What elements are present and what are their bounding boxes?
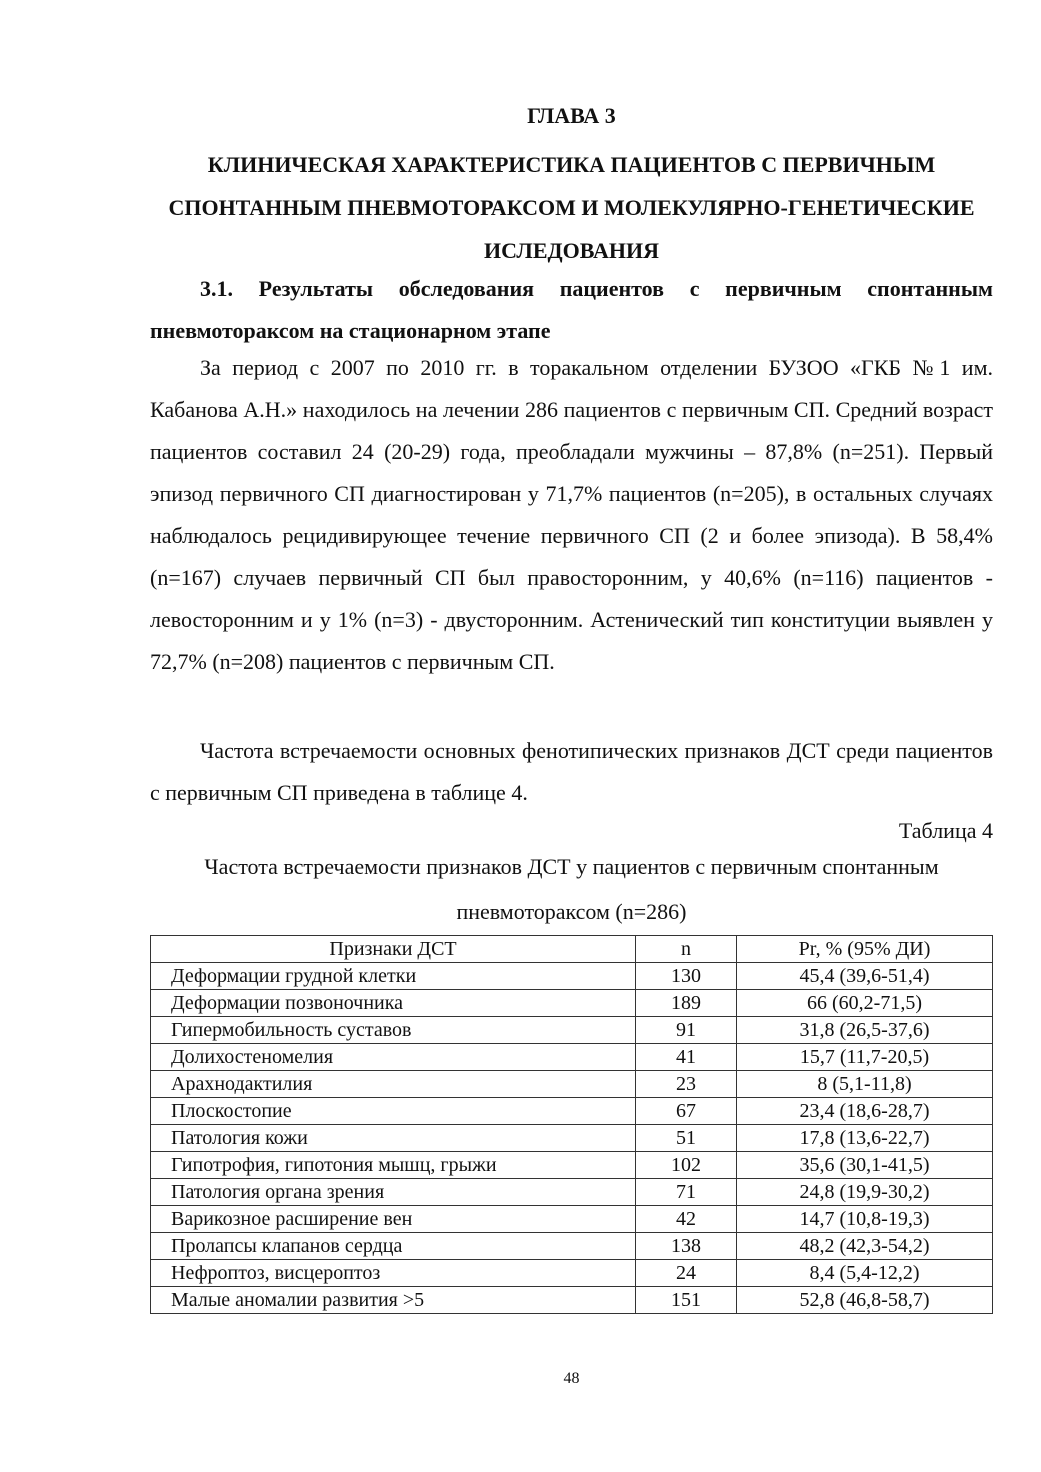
table-cell: 23,4 (18,6-28,7) (737, 1098, 993, 1125)
table-cell: 8,4 (5,4-12,2) (737, 1260, 993, 1287)
table-cell: 17,8 (13,6-22,7) (737, 1125, 993, 1152)
table-cell: 35,6 (30,1-41,5) (737, 1152, 993, 1179)
table-cell: Нефроптоз, висцероптоз (151, 1260, 636, 1287)
table-cell: Патология органа зрения (151, 1179, 636, 1206)
page-number: 48 (563, 1370, 580, 1387)
table-row (151, 1287, 993, 1314)
paragraph: Частота встречаемости основных фенотипических признаков ДСТ среди пациентов с первичным СП приведена в таблице 4. (150, 738, 993, 805)
table-cell: 31,8 (26,5-37,6) (737, 1017, 993, 1044)
table-cell: 66 (60,2-71,5) (737, 990, 993, 1017)
table-cell: Гипотрофия, гипотония мышц, грыжи (151, 1152, 636, 1179)
table-cell: 51 (636, 1125, 737, 1152)
header-cell: Pr, % (95% ДИ) (737, 936, 993, 963)
header-cell: Признаки ДСТ (151, 936, 636, 963)
table-cell: 15,7 (11,7-20,5) (737, 1044, 993, 1071)
table-cell: 8 (5,1-11,8) (737, 1071, 993, 1098)
table-cell: Плоскостопие (151, 1098, 636, 1125)
table-cell: 41 (636, 1044, 737, 1071)
table-row (151, 1017, 993, 1044)
paragraph: За период с 2007 по 2010 гг. в торакальном отделении БУЗОО «ГКБ №1 им. Кабанова А.Н.» находилось на лечении 286 пациентов с первичным СП. Средний возраст пациентов составил 24 (20-29) года, преобладали мужчины – 87,8% (n=251). Первый эпизод первичного СП диагностирован у 71,7% пациентов (n=205), в остальных случаях наблюдалось рецидивирующее течение первичного СП (2 и более эпизода). В 58,4% (n=167) случаев первичный СП был правосторонним, у 40,6% (n=116) пациентов - левосторонним и у 1% (n=3) - двусторонним. Астенический тип конституции выявлен у 72,7% (n=208) пациентов с первичным СП. (150, 355, 993, 674)
table-cell: Пролапсы клапанов сердца (151, 1233, 636, 1260)
table-cell: Деформации позвоночника (151, 990, 636, 1017)
table-cell: 71 (636, 1179, 737, 1206)
table-cell: 48,2 (42,3-54,2) (737, 1233, 993, 1260)
table-cell: 91 (636, 1017, 737, 1044)
table-cell: 24 (636, 1260, 737, 1287)
table-row (151, 1125, 993, 1152)
table-cell: Малые аномалии развития >5 (151, 1287, 636, 1314)
chapter-title: КЛИНИЧЕСКАЯ ХАРАКТЕРИСТИКА ПАЦИЕНТОВ С ПЕРВИЧНЫМ СПОНТАННЫМ ПНЕВМОТОРАКСОМ И МОЛЕКУЛЯРНО-ГЕНЕТИЧЕСКИЕ ИСЛЕДОВАНИЯ (168, 152, 975, 263)
table-cell: Гипермобильность суставов (151, 1017, 636, 1044)
table-row (151, 1044, 993, 1071)
table-row (151, 1179, 993, 1206)
table-label: Таблица 4 (898, 818, 993, 843)
table-caption: Частота встречаемости признаков ДСТ у пациентов с первичным спонтанным пневмотораксом (n=286) (204, 854, 939, 924)
table-cell: 189 (636, 990, 737, 1017)
table-body (151, 963, 993, 1314)
table-row (151, 1152, 993, 1179)
table-row (151, 1098, 993, 1125)
table-cell: Долихостеномелия (151, 1044, 636, 1071)
table-cell: Арахнодактилия (151, 1071, 636, 1098)
table-cell: 23 (636, 1071, 737, 1098)
table-cell: 42 (636, 1206, 737, 1233)
header-cell: n (636, 936, 737, 963)
table-cell: Варикозное расширение вен (151, 1206, 636, 1233)
table-row (151, 1206, 993, 1233)
section-heading: 3.1. Результаты обследования пациентов с первичным спонтанным пневмотораксом на стационарном этапе (150, 276, 993, 343)
table-cell: 151 (636, 1287, 737, 1314)
table-cell: 45,4 (39,6-51,4) (737, 963, 993, 990)
data-table (150, 935, 993, 1314)
table-row (151, 1260, 993, 1287)
chapter-heading: ГЛАВА 3 (527, 103, 616, 128)
table-header-row (151, 936, 993, 963)
table-row (151, 990, 993, 1017)
table-row (151, 963, 993, 990)
table-cell: 102 (636, 1152, 737, 1179)
table-cell: 138 (636, 1233, 737, 1260)
table-cell: 24,8 (19,9-30,2) (737, 1179, 993, 1206)
table-cell: 67 (636, 1098, 737, 1125)
table-row (151, 1233, 993, 1260)
table-cell: Деформации грудной клетки (151, 963, 636, 990)
table-row (151, 1071, 993, 1098)
table-cell: Патология кожи (151, 1125, 636, 1152)
table-cell: 130 (636, 963, 737, 990)
table-cell: 52,8 (46,8-58,7) (737, 1287, 993, 1314)
table-cell: 14,7 (10,8-19,3) (737, 1206, 993, 1233)
